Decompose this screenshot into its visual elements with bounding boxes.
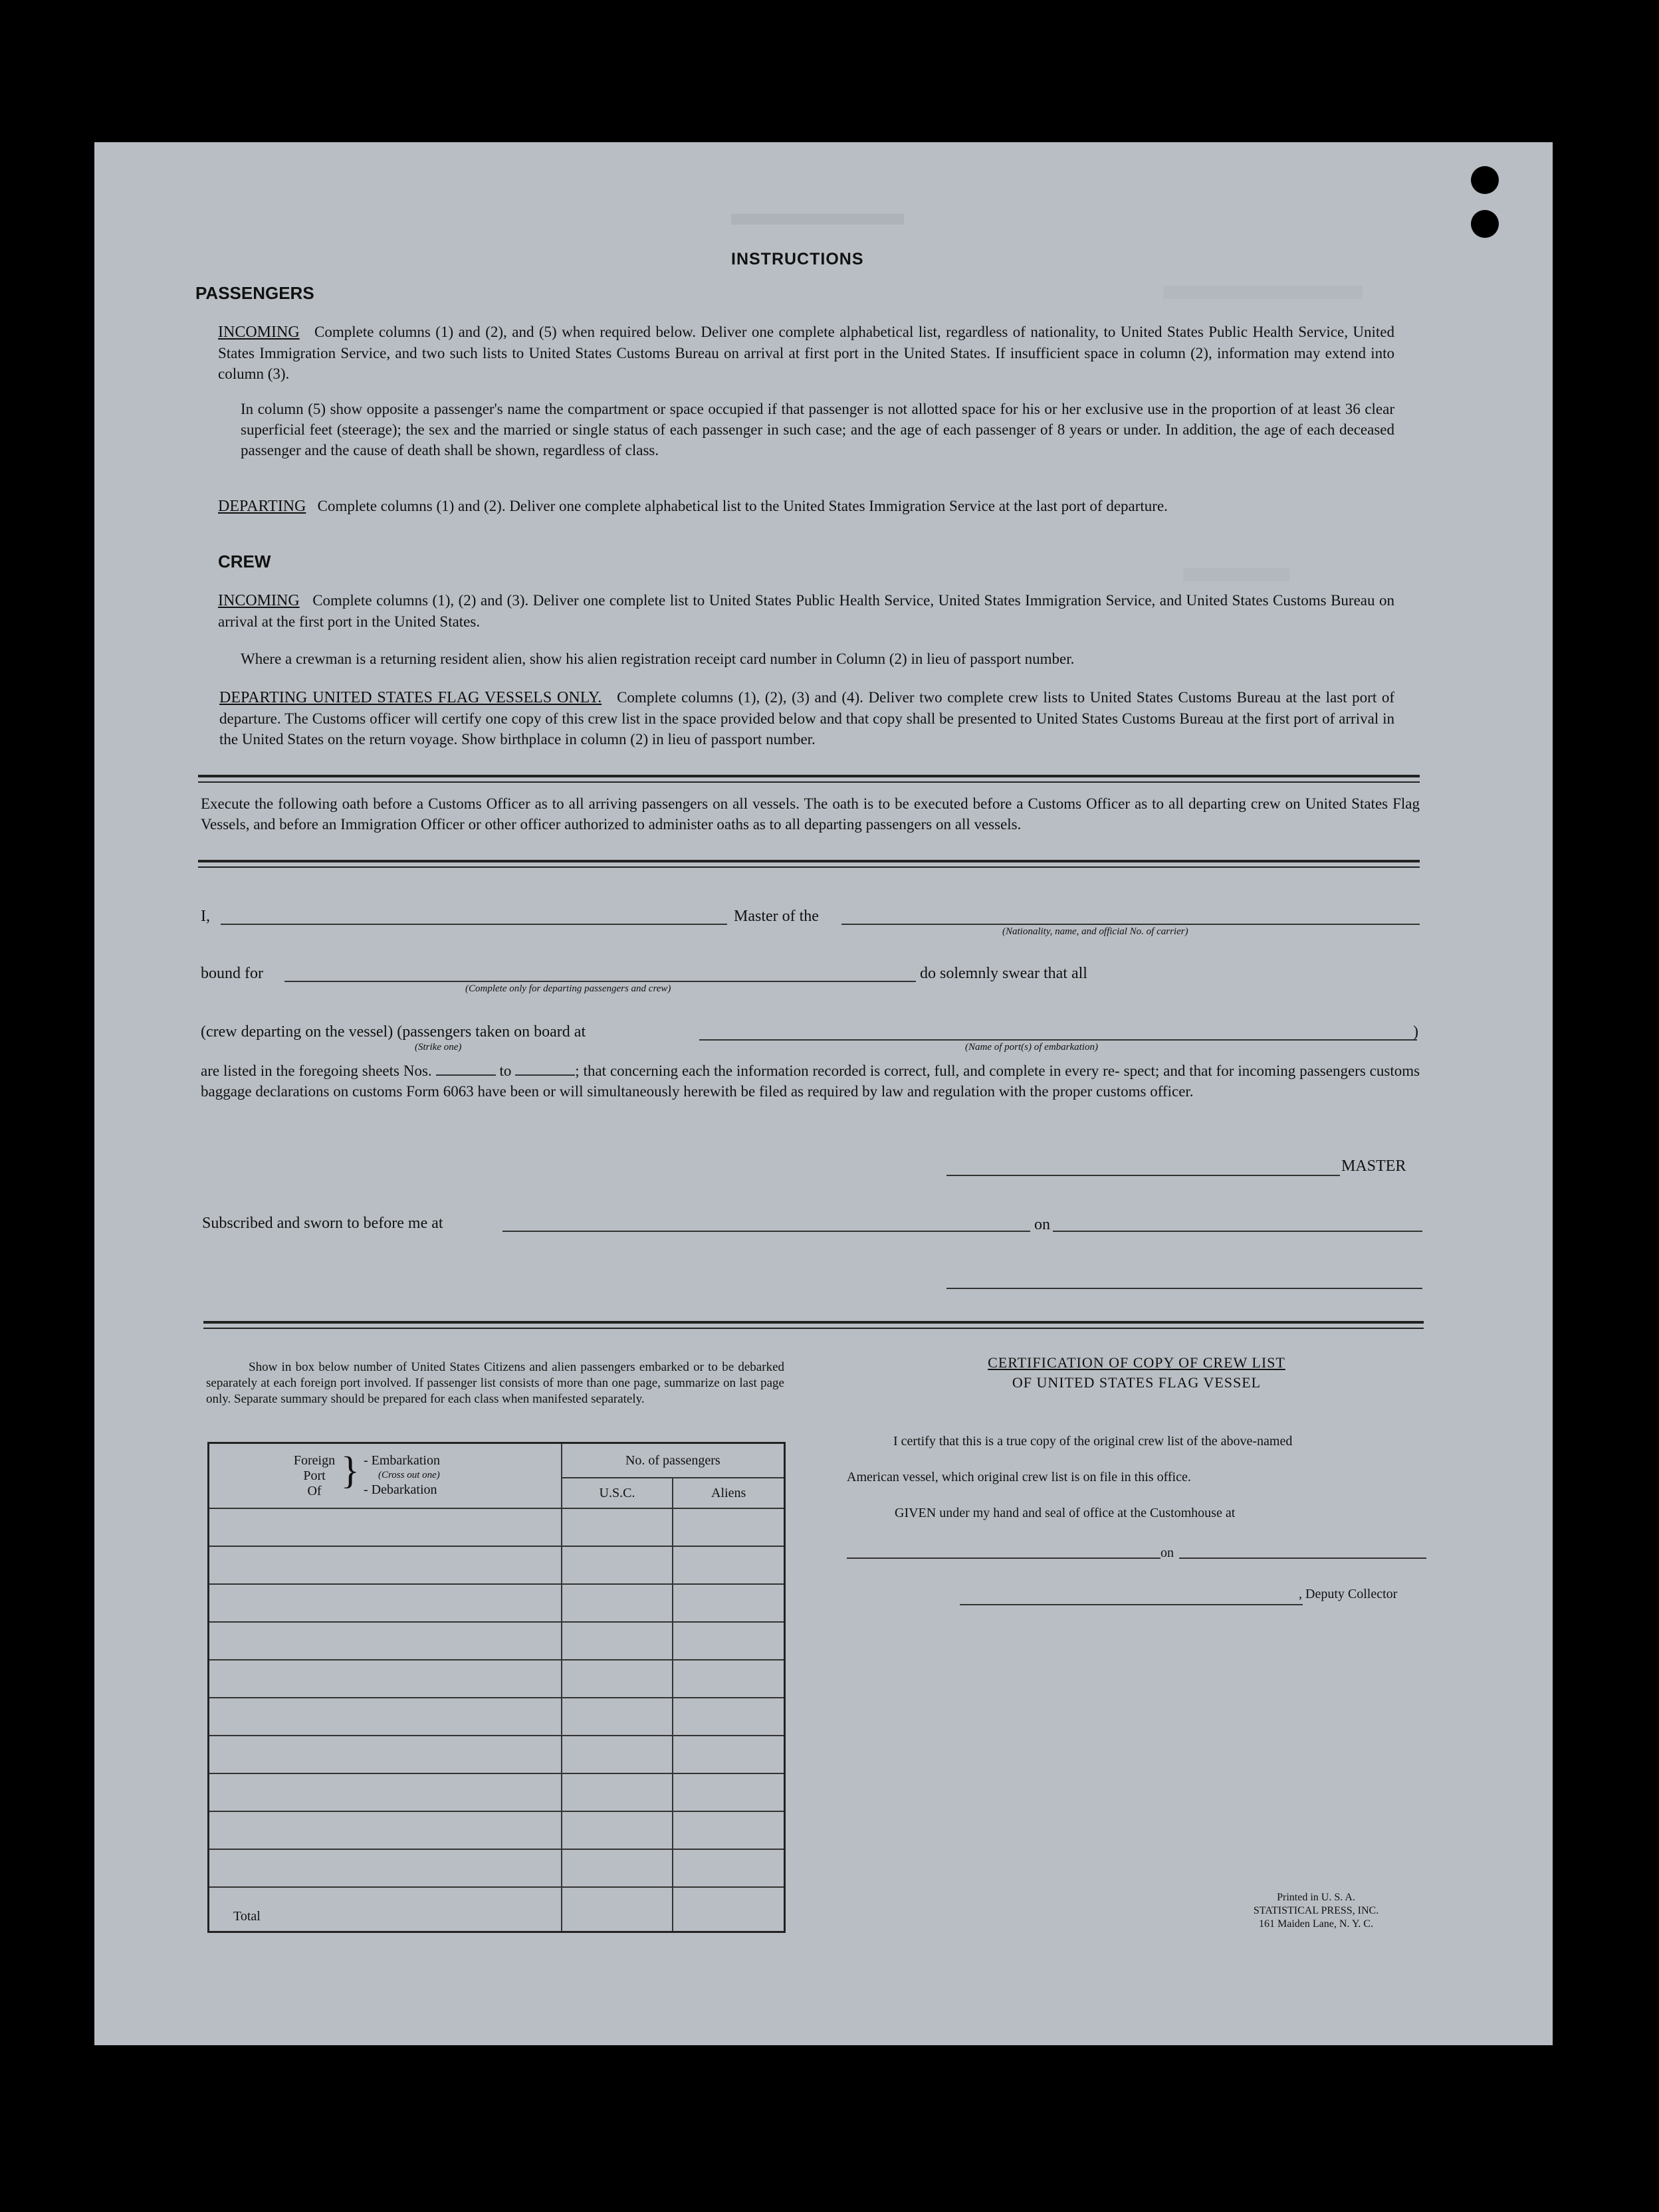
crew-departing-text: Complete columns (1), (2), (3) and (4). Deliver two complete crew lists to United States Customs Bureau at the last port of departure. The Customs officer will certify one copy of this crew list in the space provided below and that copy shall be presented to United States Customs Bureau at the first port of arrival in the United States on the return voyage. Show birthplace in column (2) in lieu of passport number. [219, 689, 1395, 748]
table-header-row [209, 1443, 785, 1478]
usc-cell[interactable] [562, 1546, 673, 1584]
sworn-on-label: on [1034, 1216, 1050, 1233]
port-cell[interactable] [209, 1546, 562, 1584]
ports-embarkation-field[interactable] [699, 1039, 1417, 1041]
debarkation-label: - Debarkation [364, 1482, 437, 1497]
printer-line3: 161 Maiden Lane, N. Y. C. [1259, 1918, 1373, 1930]
bound-for-field[interactable] [284, 981, 916, 982]
usc-cell[interactable] [562, 1508, 673, 1546]
sheet-to-field[interactable] [515, 1074, 575, 1076]
aliens-header: Aliens [673, 1478, 784, 1508]
bound-for-label: bound for [201, 965, 263, 982]
usc-cell[interactable] [562, 1660, 673, 1698]
divider [198, 775, 1420, 777]
printer-line2: STATISTICAL PRESS, INC. [1253, 1905, 1379, 1916]
printer-imprint [1216, 1891, 1416, 1931]
certify-line2: American vessel, which original crew list is on file in this office. [847, 1470, 1191, 1484]
ports-note: (Name of port(s) of embarkation) [965, 1042, 1098, 1053]
passengers-heading: PASSENGERS [195, 283, 314, 303]
port-cell[interactable] [209, 1811, 562, 1849]
divider [203, 1328, 1424, 1329]
usc-cell[interactable] [562, 1811, 673, 1849]
total-label: Total [209, 1887, 562, 1932]
divider [198, 781, 1420, 783]
foreign-label: Foreign [293, 1453, 336, 1468]
crew-departing-label: (crew departing on the vessel) (passengers taken on board at [201, 1023, 586, 1041]
table-row [209, 1773, 785, 1811]
master-signature-field[interactable] [946, 1175, 1340, 1176]
master-label: MASTER [1341, 1157, 1406, 1175]
master-name-field[interactable] [221, 924, 727, 925]
given-line: GIVEN under my hand and seal of office at the Customhouse at [895, 1506, 1236, 1520]
complete-only-note: (Complete only for departing passengers and crew) [465, 983, 671, 994]
port-cell[interactable] [209, 1584, 562, 1622]
strike-one-note: (Strike one) [415, 1042, 462, 1053]
divider [198, 866, 1420, 868]
passengers-incoming-label: INCOMING [218, 324, 300, 341]
passengers-departing-text: Complete columns (1) and (2). Deliver one complete alphabetical list to the United States Immigration Service at the last port of departure. [317, 498, 1168, 514]
embarkation-label: - Embarkation [364, 1453, 440, 1468]
usc-header: U.S.C. [562, 1478, 673, 1508]
aliens-cell[interactable] [673, 1660, 784, 1698]
of-label: Of [307, 1484, 322, 1498]
usc-cell[interactable] [562, 1736, 673, 1773]
aliens-cell[interactable] [673, 1773, 784, 1811]
table-row [209, 1736, 785, 1773]
usc-cell[interactable] [562, 1622, 673, 1660]
oath-intro: Execute the following oath before a Customs Officer as to all arriving passengers on all vessels. The oath is to be executed before a Customs Officer as to all departing crew on United States Flag Vessels, and before an Immigration Officer or other officer authorized to administer oaths as to all departing passengers on all vessels. [201, 795, 1420, 833]
aliens-cell[interactable] [673, 1584, 784, 1622]
table-row [209, 1584, 785, 1622]
certify-line1: I certify that this is a true copy of the original crew list of the above-named [893, 1434, 1293, 1449]
sheets-text-c: spect; and that for incoming passengers customs baggage declarations on customs Form 6063 have been or will simultaneously herewith be filed as required by law and regulation with the proper customs officer. [201, 1062, 1420, 1100]
divider [203, 1321, 1424, 1324]
usc-cell[interactable] [562, 1584, 673, 1622]
certification-on-label: on [1161, 1546, 1174, 1560]
port-cell[interactable] [209, 1736, 562, 1773]
page-title: INSTRUCTIONS [731, 250, 864, 268]
port-cell[interactable] [209, 1660, 562, 1698]
certification-title-line2: OF UNITED STATES FLAG VESSEL [1012, 1374, 1262, 1391]
summary-instructions: Show in box below number of United States Citizens and alien passengers embarked or to be debarked separately at each foreign port involved. If passenger list consists of more than one page, summarize on last page only. Separate summary should be prepared for each class when manifested separately. [206, 1360, 784, 1406]
port-cell[interactable] [209, 1849, 562, 1887]
port-cell[interactable] [209, 1698, 562, 1736]
officer-signature-field[interactable] [946, 1288, 1422, 1289]
aliens-cell[interactable] [673, 1508, 784, 1546]
crew-resident-text: Where a crewman is a returning resident alien, show his alien registration receipt card number in Column (2) in lieu of passport number. [241, 651, 1075, 667]
usc-total-cell[interactable] [562, 1887, 673, 1932]
no-of-passengers-header: No. of passengers [562, 1443, 785, 1478]
certification-title-line1: CERTIFICATION OF COPY OF CREW LIST [988, 1354, 1285, 1371]
usc-cell[interactable] [562, 1849, 673, 1887]
crew-incoming-label: INCOMING [218, 592, 300, 609]
usc-cell[interactable] [562, 1773, 673, 1811]
deputy-collector-signature-field[interactable] [960, 1604, 1303, 1605]
certification-date-field[interactable] [1179, 1558, 1426, 1559]
bleed-through-mark [1163, 286, 1363, 299]
passengers-column5-text: In column (5) show opposite a passenger's name the compartment or space occupied if that passenger is not allotted space for his or her exclusive use in the proportion of at least 36 clear superficial feet (steerage); the sex and the married or single status of each passenger in such case; and the age of each passenger of 8 years or under. In addition, the age of each deceased passenger and the cause of death shall be shown, regardless of class. [241, 401, 1394, 458]
sheets-text-a: are listed in the foregoing sheets Nos. [201, 1062, 432, 1079]
deputy-collector-label: , Deputy Collector [1299, 1587, 1398, 1601]
aliens-total-cell[interactable] [673, 1887, 784, 1932]
port-cell[interactable] [209, 1508, 562, 1546]
aliens-cell[interactable] [673, 1698, 784, 1736]
subscribed-label: Subscribed and sworn to before me at [202, 1215, 443, 1232]
bleed-through-mark [1183, 568, 1289, 581]
table-row [209, 1508, 785, 1546]
aliens-cell[interactable] [673, 1849, 784, 1887]
crew-incoming-block [218, 590, 1394, 632]
certification-title [917, 1353, 1356, 1393]
sheets-to-label: to [499, 1062, 512, 1079]
table-row [209, 1622, 785, 1660]
passengers-incoming-text: Complete columns (1) and (2), and (5) when required below. Deliver one complete alphabetical list, regardless of nationality, to United States Public Health Service, United States Immigration Service, and two such lists to United States Customs Bureau on arrival at first port in the United States. If insufficient space in column (2), information may extend into column (3). [218, 324, 1395, 382]
usc-cell[interactable] [562, 1698, 673, 1736]
printer-line1: Printed in U. S. A. [1277, 1892, 1355, 1903]
close-paren: ) [1413, 1023, 1418, 1041]
crew-departing-block [219, 687, 1394, 750]
total-row [209, 1887, 785, 1932]
nationality-note: (Nationality, name, and official No. of carrier) [1002, 926, 1188, 937]
sworn-place-field[interactable] [502, 1231, 1030, 1232]
table-row [209, 1698, 785, 1736]
master-of-label: Master of the [734, 908, 819, 925]
punch-hole-bottom [1471, 210, 1499, 238]
bleed-through-mark [731, 214, 904, 225]
passengers-departing-block [218, 496, 1394, 517]
aliens-cell[interactable] [673, 1736, 784, 1773]
table-row [209, 1546, 785, 1584]
customhouse-field[interactable] [847, 1558, 1161, 1559]
sheet-from-field[interactable] [436, 1074, 496, 1076]
table-row [209, 1660, 785, 1698]
port-cell[interactable] [209, 1622, 562, 1660]
cross-out-note: (Cross out one) [378, 1470, 440, 1480]
aliens-cell[interactable] [673, 1811, 784, 1849]
passenger-summary-table [207, 1442, 786, 1933]
carrier-field[interactable] [841, 924, 1420, 925]
crew-departing-label: DEPARTING UNITED STATES FLAG VESSELS ONLY. [219, 689, 602, 706]
aliens-cell[interactable] [673, 1622, 784, 1660]
aliens-cell[interactable] [673, 1546, 784, 1584]
punch-hole-top [1471, 166, 1499, 194]
table-row [209, 1811, 785, 1849]
crew-heading: CREW [218, 552, 271, 571]
brace-symbol: } [341, 1449, 360, 1492]
foreign-port-header [209, 1443, 562, 1509]
divider [198, 860, 1420, 862]
sworn-date-field[interactable] [1053, 1231, 1422, 1232]
sheets-text-b: ; that concerning each the information recorded is correct, full, and complete in every re- [575, 1062, 1120, 1079]
port-cell[interactable] [209, 1773, 562, 1811]
oath-i-label: I, [201, 908, 210, 925]
swear-label: do solemnly swear that all [920, 965, 1087, 982]
table-row [209, 1849, 785, 1887]
port-label: Port [303, 1468, 326, 1483]
passengers-departing-label: DEPARTING [218, 498, 306, 515]
crew-incoming-text: Complete columns (1), (2) and (3). Deliver one complete list to United States Public Health Service, United States Immigration Service, and United States Customs Bureau on arrival at the first port in the United States. [218, 592, 1395, 630]
passengers-incoming-block [218, 322, 1394, 384]
sheets-statement [201, 1060, 1420, 1102]
